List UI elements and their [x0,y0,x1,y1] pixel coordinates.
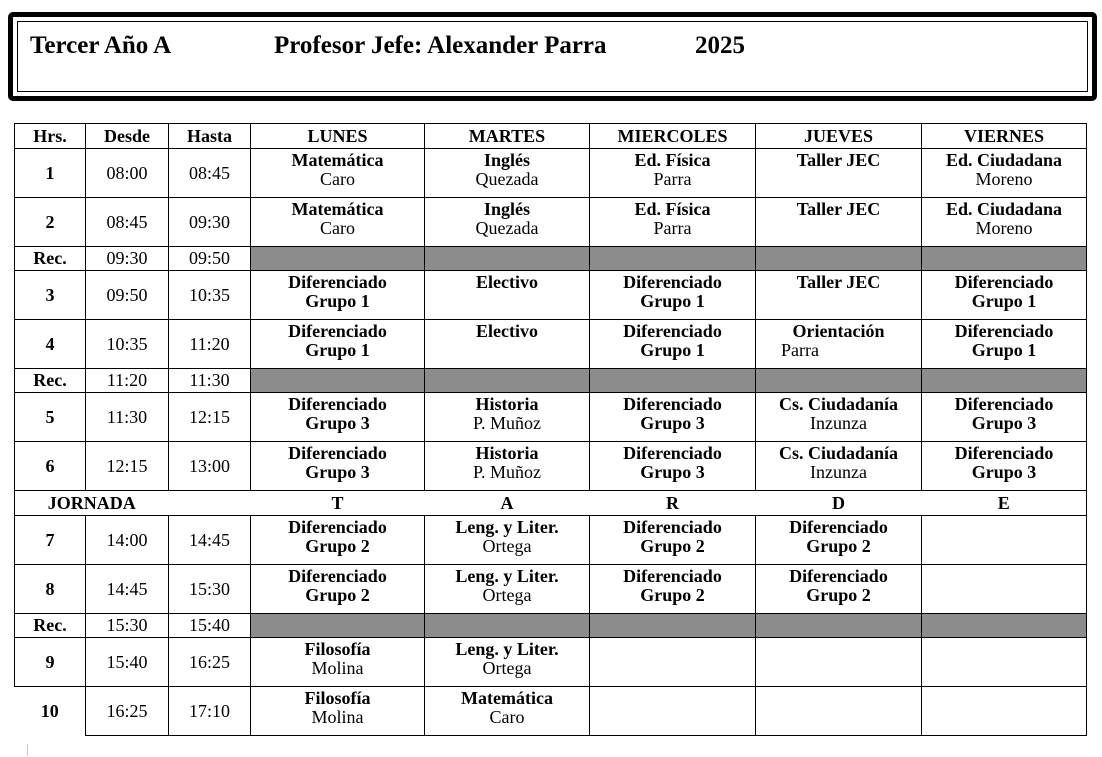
thursday-cell [756,442,922,491]
subject: Diferenciado [288,517,387,537]
teacher: Moreno [975,169,1033,189]
shift-letter: R [590,491,756,516]
thursday-cell [756,271,922,320]
period-row-1 [15,149,1087,198]
start-time: 10:35 [86,320,169,369]
group: Grupo 2 [640,536,705,556]
tuesday-cell [425,271,590,320]
recess-block [251,247,425,271]
thursday-cell [756,516,922,565]
recess-block [922,614,1087,638]
friday-cell [922,516,1087,565]
recess-block [590,247,756,271]
subject: Filosofía [304,688,371,708]
recess-row-2 [15,369,1087,393]
recess-block [756,369,922,393]
recess-block [922,369,1087,393]
friday-cell [922,320,1087,369]
recess-block [756,247,922,271]
wednesday-cell [590,271,756,320]
end-time: 12:15 [169,393,251,442]
group: Grupo 3 [305,462,370,482]
group: Grupo 3 [640,413,705,433]
shift-letter: T [251,491,425,516]
subject: Ed. Física [634,199,711,219]
schedule-table-wrapper [14,123,1087,736]
group: Grupo 2 [305,536,370,556]
subject: Electivo [476,272,538,292]
subject: Diferenciado [954,321,1054,341]
col-header-wednesday: MIERCOLES [590,124,756,149]
shift-letter: D [756,491,922,516]
tuesday-cell [425,393,590,442]
teacher: Caro [320,218,355,238]
subject: Filosofía [304,639,371,659]
subject: Diferenciado [954,394,1054,414]
group: Grupo 2 [806,536,871,556]
subject: Matemática [461,688,553,708]
period-row-3 [15,271,1087,320]
schedule-table [14,123,1087,736]
subject: Ed. Ciudadana [945,150,1063,170]
period-number: 10 [15,687,86,736]
teacher: Inzunza [810,413,867,433]
period-row-6 [15,442,1087,491]
teacher: Ortega [482,585,532,605]
group: Grupo 3 [640,462,705,482]
teacher: Molina [311,658,364,678]
teacher: Moreno [975,218,1033,238]
subject: Orientación [792,321,885,341]
subject: Diferenciado [623,321,722,341]
tuesday-cell [425,687,590,736]
wednesday-cell [590,393,756,442]
friday-cell [922,442,1087,491]
start-time: 15:40 [86,638,169,687]
recess-label: Rec. [15,247,86,271]
thursday-cell [756,393,922,442]
monday-cell [251,516,425,565]
period-number: 5 [15,393,86,442]
recess-label: Rec. [15,369,86,393]
teacher: Parra [653,218,692,238]
subject: Taller JEC [796,272,881,292]
subject: Diferenciado [789,517,888,537]
class-name: Tercer Año A [30,32,172,59]
recess-row-1 [15,247,1087,271]
monday-cell [251,442,425,491]
afternoon-shift-row [15,491,1087,516]
group: Grupo 1 [971,340,1037,360]
period-row-4 [15,320,1087,369]
col-header-monday: LUNES [251,124,425,149]
group: Grupo 1 [305,291,370,311]
subject: Ed. Física [634,150,711,170]
shift-spacer [169,491,251,516]
thursday-cell [756,149,922,198]
start-time: 14:45 [86,565,169,614]
start-time: 11:20 [86,369,169,393]
end-time: 09:50 [169,247,251,271]
teacher: Quezada [475,218,539,238]
col-header-thursday: JUEVES [756,124,922,149]
start-time: 09:30 [86,247,169,271]
end-time: 15:40 [169,614,251,638]
subject: Inglés [483,199,530,219]
period-row-9 [15,638,1087,687]
thursday-cell [756,687,922,736]
period-number: 6 [15,442,86,491]
text-cursor [27,744,28,756]
start-time: 16:25 [86,687,169,736]
start-time: 08:45 [86,198,169,247]
teacher: Caro [320,169,355,189]
group: Grupo 2 [305,585,370,605]
monday-cell [251,149,425,198]
group: Grupo 1 [305,340,370,360]
thursday-cell [756,565,922,614]
monday-cell [251,320,425,369]
subject: Diferenciado [288,566,387,586]
end-time: 17:10 [169,687,251,736]
period-number: 4 [15,320,86,369]
tuesday-cell [425,638,590,687]
subject: Ed. Ciudadana [945,199,1063,219]
shift-label: JORNADA [15,491,169,516]
wednesday-cell [590,638,756,687]
group: Grupo 1 [640,291,705,311]
subject: Taller JEC [796,150,881,170]
period-number: 3 [15,271,86,320]
tuesday-cell [425,516,590,565]
tuesday-cell [425,565,590,614]
recess-block [590,614,756,638]
group: Grupo 3 [971,462,1037,482]
group: Grupo 1 [640,340,705,360]
subject: Diferenciado [623,272,722,292]
head-teacher: Profesor Jefe: Alexander Parra [274,32,607,59]
period-row-5 [15,393,1087,442]
group: Grupo 3 [305,413,370,433]
monday-cell [251,638,425,687]
subject: Diferenciado [623,517,722,537]
teacher: Quezada [475,169,539,189]
end-time: 08:45 [169,149,251,198]
friday-cell [922,687,1087,736]
recess-block [425,614,590,638]
teacher: P. Muñoz [472,462,541,482]
header-inner-border [17,21,1088,92]
tuesday-cell [425,320,590,369]
period-number: 7 [15,516,86,565]
start-time: 09:50 [86,271,169,320]
period-number: 8 [15,565,86,614]
header-row [15,124,1087,149]
shift-letter: E [922,491,1087,516]
thursday-cell [756,320,922,369]
shift-letter: A [425,491,590,516]
teacher: Ortega [482,658,532,678]
school-year: 2025 [695,32,745,59]
teacher: Ortega [482,536,532,556]
period-row-2 [15,198,1087,247]
subject: Diferenciado [623,443,722,463]
wednesday-cell [590,149,756,198]
group: Grupo 3 [971,413,1037,433]
subject: Diferenciado [954,272,1054,292]
tuesday-cell [425,149,590,198]
end-time: 15:30 [169,565,251,614]
group: Grupo 1 [971,291,1037,311]
recess-block [922,247,1087,271]
period-row-7 [15,516,1087,565]
wednesday-cell [590,442,756,491]
wednesday-cell [590,320,756,369]
start-time: 11:30 [86,393,169,442]
recess-block [590,369,756,393]
subject: Cs. Ciudadanía [778,394,899,414]
subject: Diferenciado [288,443,387,463]
period-number: 9 [15,638,86,687]
start-time: 15:30 [86,614,169,638]
period-number: 2 [15,198,86,247]
subject: Diferenciado [288,321,387,341]
teacher: Inzunza [810,462,867,482]
start-time: 12:15 [86,442,169,491]
subject: Diferenciado [623,394,722,414]
end-time: 09:30 [169,198,251,247]
monday-cell [251,271,425,320]
subject: Matemática [291,150,384,170]
friday-cell [922,393,1087,442]
tuesday-cell [425,198,590,247]
thursday-cell [756,638,922,687]
subject: Leng. y Liter. [455,517,559,537]
friday-cell [922,149,1087,198]
monday-cell [251,393,425,442]
teacher: Parra [781,340,819,360]
subject: Leng. y Liter. [455,639,559,659]
end-time: 16:25 [169,638,251,687]
header-box [8,12,1097,101]
col-header-hours: Hrs. [15,124,86,149]
start-time: 08:00 [86,149,169,198]
recess-block [425,247,590,271]
teacher: P. Muñoz [472,413,541,433]
recess-block [425,369,590,393]
period-row-8 [15,565,1087,614]
friday-cell [922,198,1087,247]
end-time: 13:00 [169,442,251,491]
wednesday-cell [590,198,756,247]
monday-cell [251,687,425,736]
period-number: 1 [15,149,86,198]
wednesday-cell [590,516,756,565]
subject: Matemática [291,199,384,219]
recess-block [251,614,425,638]
subject: Leng. y Liter. [455,566,559,586]
teacher: Parra [653,169,692,189]
subject: Inglés [483,150,530,170]
end-time: 11:20 [169,320,251,369]
recess-row-3 [15,614,1087,638]
subject: Historia [475,394,539,414]
subject: Taller JEC [796,199,881,219]
friday-cell [922,638,1087,687]
subject: Electivo [476,321,538,341]
col-header-from: Desde [86,124,169,149]
subject: Diferenciado [288,272,387,292]
subject: Diferenciado [623,566,722,586]
col-header-tuesday: MARTES [425,124,590,149]
recess-block [756,614,922,638]
subject: Diferenciado [789,566,888,586]
col-header-to: Hasta [169,124,251,149]
group: Grupo 2 [806,585,871,605]
recess-label: Rec. [15,614,86,638]
subject: Diferenciado [288,394,387,414]
subject: Diferenciado [954,443,1054,463]
friday-cell [922,565,1087,614]
wednesday-cell [590,687,756,736]
recess-block [251,369,425,393]
end-time: 11:30 [169,369,251,393]
start-time: 14:00 [86,516,169,565]
teacher: Molina [311,707,364,727]
monday-cell [251,565,425,614]
period-row-10 [15,687,1087,736]
end-time: 14:45 [169,516,251,565]
tuesday-cell [425,442,590,491]
wednesday-cell [590,565,756,614]
friday-cell [922,271,1087,320]
col-header-friday: VIERNES [922,124,1087,149]
teacher: Caro [489,707,525,727]
monday-cell [251,198,425,247]
group: Grupo 2 [640,585,705,605]
subject: Cs. Ciudadanía [778,443,899,463]
subject: Historia [475,443,539,463]
thursday-cell [756,198,922,247]
end-time: 10:35 [169,271,251,320]
